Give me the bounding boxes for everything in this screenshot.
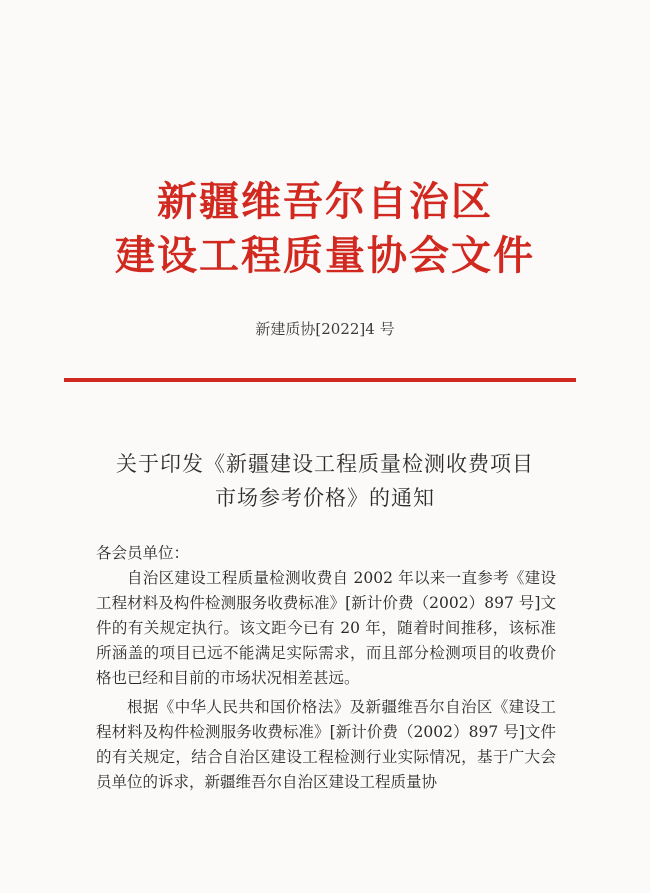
document-number: 新建质协[2022]4 号 xyxy=(255,320,395,338)
issuer-name-line2: 建设工程质量协会文件 xyxy=(115,232,535,279)
issuer-name-line1: 新疆维吾尔自治区 xyxy=(157,178,493,225)
body-paragraph-1: 自治区建设工程质量检测收费自 2002 年以来一直参考《建设工程材料及构件检测服务收费标准》[新计价费（2002）897 号]文件的有关规定执行。该文距今已有 20 年，随着时间推移，该标准所涵盖的项目已远不能满足实际需求，而且部分检测项目的收费价格也已经和目前的市场状况相差甚远。 xyxy=(96,569,556,687)
salutation: 各会员单位： xyxy=(96,544,190,562)
red-divider xyxy=(64,378,576,382)
notice-title-line2: 市场参考价格》的通知 xyxy=(215,486,435,510)
body-paragraph-2: 根据《中华人民共和国价格法》及新疆维吾尔自治区《建设工程材料及构件检测服务收费标准》[新计价费（2002）897 号]文件的有关规定，结合自治区建设工程检测行业实际情况，基于广大会员单位的诉求，新疆维吾尔自治区建设工程质量协 xyxy=(96,698,556,791)
notice-title-line1: 关于印发《新疆建设工程质量检测收费项目 xyxy=(116,452,534,476)
